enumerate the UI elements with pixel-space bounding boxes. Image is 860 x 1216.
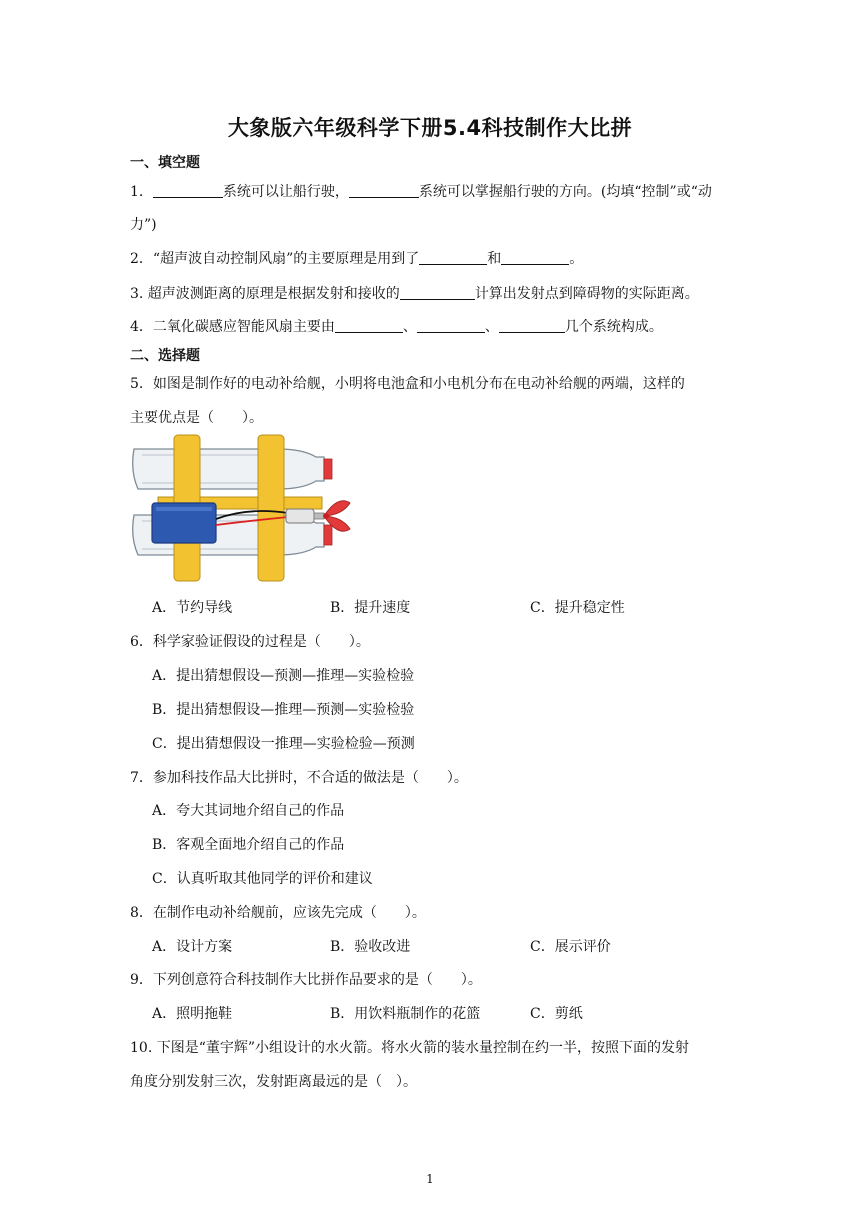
q8-option-a[interactable]: A．设计方案 xyxy=(152,939,233,955)
question-9-stem: 9．下列创意符合科技制作大比拼作品要求的是（ ）。 xyxy=(130,972,482,988)
question-1 xyxy=(130,181,740,201)
q9-option-a[interactable]: A．照明拖鞋 xyxy=(152,1006,233,1022)
motor xyxy=(286,509,314,523)
answer-blank[interactable] xyxy=(335,318,403,333)
question-3-text-a: 3. 超声波测距离的原理是根据发射和接收的 xyxy=(130,286,400,302)
question-4-sep-1: 、 xyxy=(402,319,417,335)
supply-ship-figure xyxy=(128,433,360,583)
question-2-text-a: 2．“超声波自动控制风扇”的主要原理是用到了 xyxy=(130,251,420,267)
q9-option-c[interactable]: C．剪纸 xyxy=(530,1006,583,1022)
question-8-stem: 8．在制作电动补给舰前，应该先完成（ ）。 xyxy=(130,905,426,921)
question-2-text-c: 。 xyxy=(569,251,584,267)
q5-option-a[interactable]: A．节约导线 xyxy=(152,600,233,616)
question-1-text-a: 系统可以让船行驶， xyxy=(222,184,349,200)
question-10-stem-continued: 角度分别发射三次，发射距离最远的是（ ）。 xyxy=(130,1074,417,1090)
q9-option-b[interactable]: B．用饮料瓶制作的花篮 xyxy=(330,1006,481,1022)
answer-blank[interactable] xyxy=(400,285,475,300)
q7-option-b[interactable]: B．客观全面地介绍自己的作品 xyxy=(152,837,345,853)
question-2 xyxy=(130,248,740,268)
question-3 xyxy=(130,283,740,303)
page-title: 大象版六年级科学下册5.4科技制作大比拼 xyxy=(227,116,633,140)
question-4-sep-2: 、 xyxy=(484,319,499,335)
question-4 xyxy=(130,316,740,336)
question-5-stem-continued: 主要优点是（ ）。 xyxy=(130,410,263,426)
answer-blank[interactable] xyxy=(499,318,565,333)
q6-option-b[interactable]: B．提出猜想假设—推理—预测—实验检验 xyxy=(152,702,415,718)
question-4-text-b: 几个系统构成。 xyxy=(564,319,663,335)
answer-blank[interactable] xyxy=(419,250,487,265)
question-4-text-a: 4．二氧化碳感应智能风扇主要由 xyxy=(130,319,335,335)
answer-blank[interactable] xyxy=(501,250,569,265)
motor-shaft xyxy=(314,513,324,519)
q8-option-c[interactable]: C．展示评价 xyxy=(530,939,611,955)
yellow-rod-right xyxy=(258,435,284,581)
question-2-text-b: 和 xyxy=(487,251,502,267)
page-number: 1 xyxy=(426,1172,434,1186)
q6-option-a[interactable]: A．提出猜想假设—预测—推理—实验检验 xyxy=(152,668,415,684)
q8-option-b[interactable]: B．验收改进 xyxy=(330,939,411,955)
propeller-hub xyxy=(323,513,329,519)
question-6-stem: 6．科学家验证假设的过程是（ ）。 xyxy=(130,634,370,650)
section-heading-choice: 二、选择题 xyxy=(130,348,200,364)
question-1-text-b: 系统可以掌握船行驶的方向。(均填“控制”或“动 xyxy=(418,184,712,200)
question-7-stem: 7．参加科技作品大比拼时，不合适的做法是（ ）。 xyxy=(130,770,468,786)
bottle-top xyxy=(133,449,332,489)
q7-option-a[interactable]: A．夸大其词地介绍自己的作品 xyxy=(152,803,345,819)
question-10-stem: 10. 下图是“董宇辉”小组设计的水火箭。将水火箭的装水量控制在约一半，按照下面的发射 xyxy=(130,1040,690,1056)
answer-blank[interactable] xyxy=(153,183,223,198)
q5-option-b[interactable]: B．提升速度 xyxy=(330,600,411,616)
question-5-stem: 5．如图是制作好的电动补给舰，小明将电池盒和小电机分布在电动补给舰的两端，这样的 xyxy=(130,376,685,392)
battery-highlight xyxy=(156,507,212,511)
q7-option-c[interactable]: C．认真听取其他同学的评价和建议 xyxy=(152,871,373,887)
question-1-number: 1． xyxy=(130,184,153,200)
answer-blank[interactable] xyxy=(417,318,485,333)
q5-option-c[interactable]: C．提升稳定性 xyxy=(530,600,625,616)
section-heading-fill-in: 一、填空题 xyxy=(130,155,200,171)
question-1-continued: 力”) xyxy=(130,217,157,233)
q6-option-c[interactable]: C．提出猜想假设一推理—实验检验—预测 xyxy=(152,736,415,752)
answer-blank[interactable] xyxy=(349,183,419,198)
question-3-text-b: 计算出发射点到障碍物的实际距离。 xyxy=(474,286,699,302)
